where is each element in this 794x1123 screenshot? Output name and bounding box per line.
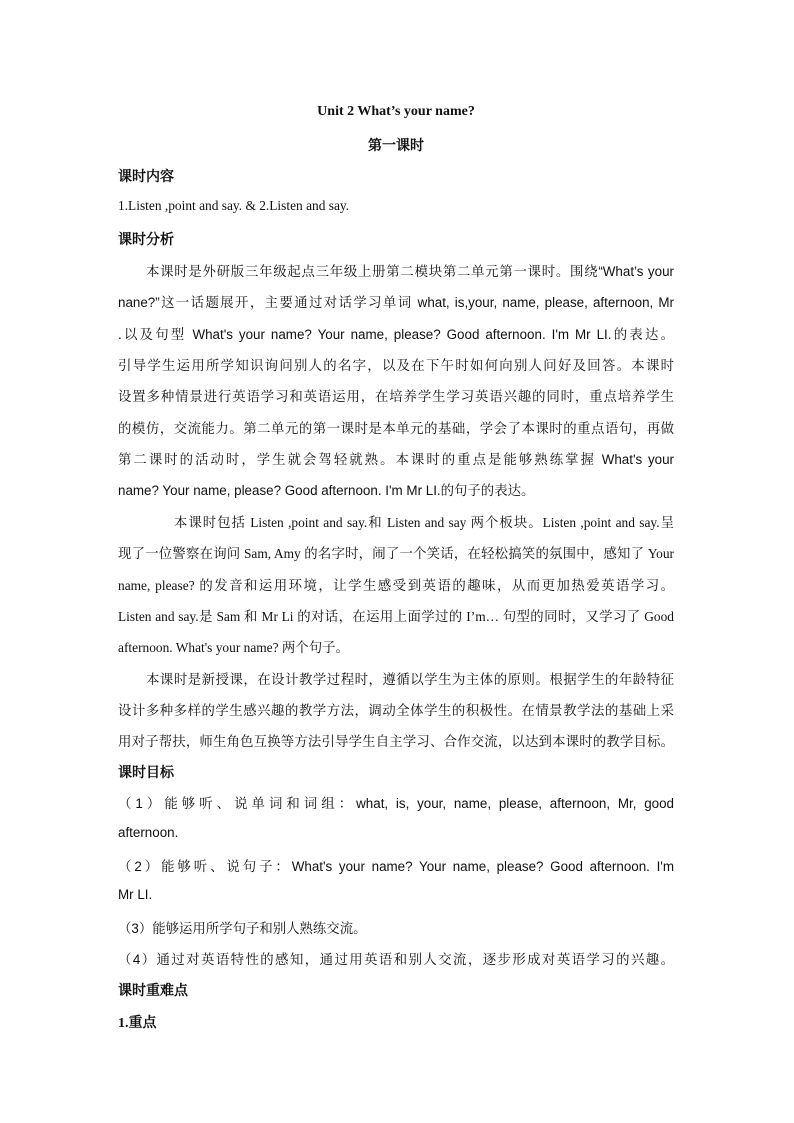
analysis-p1-line: nane?”这一话题展开，主要通过对话学习单词 what, is,your, name, please, afternoon, Mr xyxy=(118,295,674,310)
goal-line: Mr LI. xyxy=(118,887,153,902)
content-heading: 课时内容 xyxy=(118,170,174,185)
analysis-p1-line: 设置多种情景进行英语学习和英语运用，在培养学生学习英语兴趣的同时，重点培养学生 xyxy=(118,389,674,404)
goal-line: （1）能够听、说单词和词组：what, is, your, name, please, afternoon, Mr, good xyxy=(118,796,674,811)
analysis-p1-line: 第二课时的活动时，学生就会驾轻就熟。本课时的重点是能够熟练掌握 What's your xyxy=(118,452,674,467)
goal-line: （2）能够听、说句子：What's your name? Your name, please? Good afternoon. I'm xyxy=(118,859,674,874)
analysis-p3-line: 设计多种多样的学生感兴趣的教学方法，调动全体学生的积极性。在情景教学法的基础上采 xyxy=(118,703,674,718)
analysis-p3-line: 用对子帮扶，师生角色互换等方法引导学生自主学习、合作交流，以达到本课时的教学目标。 xyxy=(118,734,674,749)
goals-heading: 课时目标 xyxy=(118,766,174,781)
analysis-p2-line: afternoon. What's your name? 两个句子。 xyxy=(118,640,349,655)
content-line: 1.Listen ,point and say. & 2.Listen and say. xyxy=(118,198,350,213)
goal-line: （4）通过对英语特性的感知，通过用英语和别人交流，逐步形成对英语学习的兴趣。 xyxy=(118,952,674,967)
key-points-subheading: 1.重点 xyxy=(118,1016,157,1031)
analysis-p1-line: .以及句型 What's your name? Your name, please? Good afternoon. I'm Mr LI.的表达。 xyxy=(118,327,674,342)
goal-line: （3）能够运用所学句子和别人熟练交流。 xyxy=(118,921,367,936)
analysis-p1-line: 本课时是外研版三年级起点三年级上册第二模块第二单元第一课时。围绕“What’s your xyxy=(146,264,674,279)
analysis-p2-line: 现了一位警察在询问 Sam, Amy 的名字时，闹了一个笑话，在轻松搞笑的氛围中，感知了 Your xyxy=(118,546,674,561)
goal-line: afternoon. xyxy=(118,825,179,840)
analysis-p2-line: name, please? 的发音和运用环境，让学生感受到英语的趣味，从而更加热爱英语学习。 xyxy=(118,578,674,593)
analysis-p2-line: Listen and say.是 Sam 和 Mr Li 的对话，在运用上面学过的 I’m… 句型的同时，又学习了 Good xyxy=(118,609,674,624)
document-title: Unit 2 What’s your name? xyxy=(317,104,475,119)
analysis-p1-line: 的模仿，交流能力。第二单元的第一课时是本单元的基础，学会了本课时的重点语句，再做 xyxy=(118,421,674,436)
analysis-p1-line: 引导学生运用所学知识询问别人的名字，以及在下午时如何向别人问好及回答。本课时 xyxy=(118,358,674,373)
analysis-p1-line: name? Your name, please? Good afternoon. I'm Mr LI.的句子的表达。 xyxy=(118,483,535,498)
key-points-heading: 课时重难点 xyxy=(118,984,188,999)
analysis-p2-line: 本课时包括 Listen ,point and say.和 Listen and say 两个板块。Listen ,point and say.呈 xyxy=(174,515,674,530)
analysis-heading: 课时分析 xyxy=(118,233,174,248)
analysis-p3-line: 本课时是新授课，在设计教学过程时，遵循以学生为主体的原则。根据学生的年龄特征 xyxy=(146,672,674,687)
lesson-subtitle: 第一课时 xyxy=(368,139,424,154)
